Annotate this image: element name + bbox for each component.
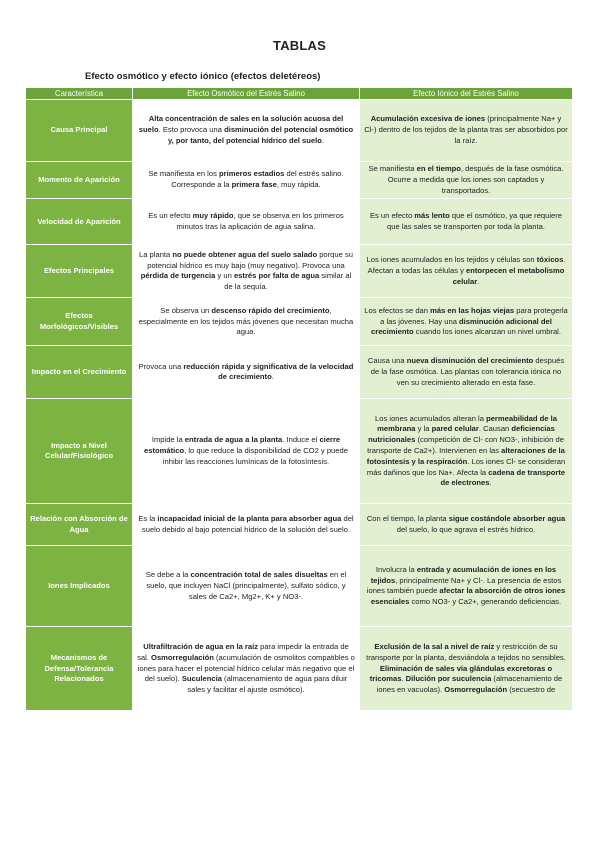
ionic-effect-cell: Acumulación excesiva de iones (principalmente Na+ y Cl-) dentro de los tejidos de la planta tras ser absorbidos por la raíz.	[360, 100, 573, 162]
table-row	[26, 399, 573, 504]
osmotic-effect-cell: Ultrafiltración de agua en la raíz para impedir la entrada de sal. Osmorregulación (acumulación de osmolitos compatibles o iones para hacer el potencial hídrico celular más negativo que el del suelo). Suculencia (almacenamiento de agua para diluir sales y facilitar el ajuste osmótico).	[133, 627, 360, 711]
row-label: Iones Implicados	[26, 546, 133, 627]
table-row	[26, 100, 573, 162]
table-row	[26, 298, 573, 346]
ionic-effect-cell: Con el tiempo, la planta sigue costándole absorber agua del suelo, lo que agrava el estrés hídrico.	[360, 504, 573, 546]
osmotic-effect-cell: Alta concentración de sales en la solución acuosa del suelo. Esto provoca una disminución del potencial osmótico y, por tanto, del potencial hídrico del suelo.	[133, 100, 360, 162]
osmotic-effect-cell: Se observa un descenso rápido del crecimiento, especialmente en los tejidos más jóvenes que necesitan mucha agua.	[133, 298, 360, 346]
row-label: Impacto a Nivel Celular/Fisiológico	[26, 399, 133, 504]
osmotic-effect-cell: Es la incapacidad inicial de la planta para absorber agua del suelo debido al bajo potencial hídrico de la solución del suelo.	[133, 504, 360, 546]
osmotic-effect-cell: Es un efecto muy rápido, que se observa en los primeros minutos tras la aplicación de agua salina.	[133, 199, 360, 245]
table-caption: Efecto osmótico y efecto iónico (efectos deletéreos)	[85, 71, 321, 82]
ionic-effect-cell: Exclusión de la sal a nivel de raíz y restricción de su transporte por la planta, desviándola a tejidos no sensibles. Eliminación de sales vía glándulas excretoras o tricomas. Dilución por suculencia (almacenamiento de iones en vacuolas). Osmorregulación (secuestro de	[360, 627, 573, 711]
header-characteristic: Característica	[26, 88, 133, 100]
ionic-effect-cell: Se manifiesta en el tiempo, después de la fase osmótica. Ocurre a medida que los iones son captados y transportados.	[360, 162, 573, 199]
row-label: Relación con Absorción de Agua	[26, 504, 133, 546]
row-label: Velocidad de Aparición	[26, 199, 133, 245]
comparison-table	[25, 87, 573, 711]
row-label: Efectos Principales	[26, 245, 133, 298]
table-header-row	[26, 88, 573, 100]
osmotic-effect-cell: Provoca una reducción rápida y significativa de la velocidad de crecimiento.	[133, 346, 360, 399]
row-label: Mecanismos de Defensa/Tolerancia Relacionados	[26, 627, 133, 711]
ionic-effect-cell: Los iones acumulados alteran la permeabilidad de la membrana y la pared celular. Causan deficiencias nutricionales (competición de Cl- con NO3-, inhibición de transporte de Ca2+). Intervienen en las alteraciones de la fotosíntesis y la respiración. Los iones Cl- se consideran más dañinos que los Na+. Afecta la cadena de transporte de electrones.	[360, 399, 573, 504]
osmotic-effect-cell: La planta no puede obtener agua del suelo salado porque su potencial hídrico es muy bajo (muy negativo). Provoca una pérdida de turgencia y un estrés por falta de agua similar al de la sequía.	[133, 245, 360, 298]
table-row	[26, 162, 573, 199]
table-row	[26, 346, 573, 399]
ionic-effect-cell: Los efectos se dan más en las hojas viejas para protegerla a las jóvenes. Hay una disminución adicional del crecimiento cuando los iones alcanzan un nivel umbral.	[360, 298, 573, 346]
row-label: Efectos Morfológicos/Visibles	[26, 298, 133, 346]
table-row	[26, 245, 573, 298]
table-row	[26, 546, 573, 627]
osmotic-effect-cell: Se manifiesta en los primeros estadios del estrés salino. Corresponde a la primera fase, muy rápida.	[133, 162, 360, 199]
table-row	[26, 627, 573, 711]
row-label: Causa Principal	[26, 100, 133, 162]
osmotic-effect-cell: Se debe a la concentración total de sales disueltas en el suelo, que incluyen NaCl (principalmente), sulfato sódico, y sales de Ca2+, Mg2+, K+ y NO3-.	[133, 546, 360, 627]
ionic-effect-cell: Los iones acumulados en los tejidos y células son tóxicos. Afectan a todas las células y entorpecen el metabolismo celular.	[360, 245, 573, 298]
table-row	[26, 504, 573, 546]
header-osmotic-effect: Efecto Osmótico del Estrés Salino	[133, 88, 360, 100]
page-title: TABLAS	[273, 38, 326, 53]
row-label: Momento de Aparición	[26, 162, 133, 199]
ionic-effect-cell: Causa una nueva disminución del crecimiento después de la fase osmótica. Las plantas con tolerancia iónica no ven su crecimiento alterado en esta fase.	[360, 346, 573, 399]
ionic-effect-cell: Involucra la entrada y acumulación de iones en los tejidos, principalmente Na+ y Cl-. La presencia de estos iones también puede afectar la absorción de otros iones esenciales como NO3- y Ca2+, generando deficiencias.	[360, 546, 573, 627]
row-label: Impacto en el Crecimiento	[26, 346, 133, 399]
ionic-effect-cell: Es un efecto más lento que el osmótico, ya que requiere que las sales se transporten por toda la planta.	[360, 199, 573, 245]
table-row	[26, 199, 573, 245]
header-ionic-effect: Efecto Iónico del Estrés Salino	[360, 88, 573, 100]
osmotic-effect-cell: Impide la entrada de agua a la planta. Induce el cierre estomático, lo que reduce la disponibilidad de CO2 y puede inhibir las reacciones lumínicas de la fotosíntesis.	[133, 399, 360, 504]
